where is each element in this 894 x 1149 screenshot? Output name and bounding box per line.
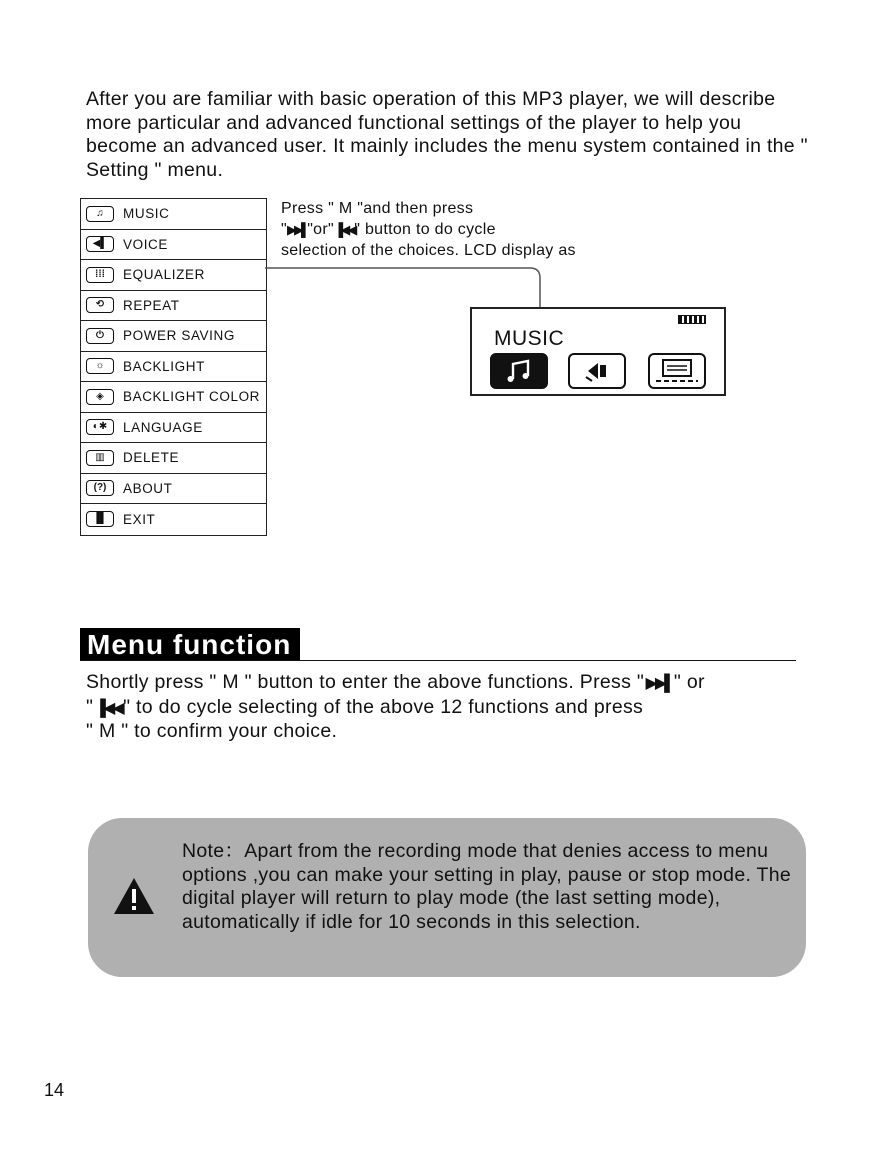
- lcd-music-icon: [490, 353, 548, 389]
- repeat-icon: ⟲: [86, 297, 114, 313]
- menu-item-label: EXIT: [123, 511, 156, 527]
- section-divider: [80, 660, 796, 661]
- menu-item-label: ABOUT: [123, 480, 173, 496]
- menu-function-paragraph: [86, 671, 816, 744]
- callout-connector: [265, 262, 550, 312]
- previous-track-icon: ▐◀◀: [334, 222, 355, 237]
- music-note-icon: ♫: [86, 206, 114, 222]
- backlight-color-icon: ◈: [86, 389, 114, 405]
- exit-icon: ▐▌: [86, 511, 114, 527]
- menu-item-language: [81, 413, 266, 444]
- next-track-icon: ▶▶▌: [286, 222, 308, 237]
- delete-icon: ▥: [86, 450, 114, 466]
- menu-item-music: [81, 199, 266, 230]
- menu-item-backlight-color: [81, 382, 266, 413]
- battery-icon: [678, 315, 706, 324]
- menu-item-label: MUSIC: [123, 206, 170, 222]
- menu-item-backlight: [81, 352, 266, 383]
- press-line-1: Press " M "and then press: [281, 200, 474, 217]
- menu-item-label: DELETE: [123, 450, 180, 466]
- press-line-3: selection of the choices. LCD display as: [281, 242, 576, 259]
- body-text-2: " or: [673, 671, 705, 693]
- menu-item-label: POWER SAVING: [123, 328, 235, 344]
- backlight-icon: ☼: [86, 358, 114, 374]
- menu-item-equalizer: [81, 260, 266, 291]
- menu-item-label: BACKLIGHT: [123, 358, 205, 374]
- language-icon: ◐✱: [86, 419, 114, 435]
- body-text-1: Shortly press " M " button to enter the above functions. Press ": [86, 671, 645, 693]
- section-heading: Menu function: [80, 628, 300, 661]
- equalizer-icon: ⁞⁞⁞: [86, 267, 114, 283]
- menu-item-repeat: [81, 291, 266, 322]
- intro-paragraph: After you are familiar with basic operation of this MP3 player, we will describe more particular and advanced functional settings of the player to help you become an advanced user. It mainly includes the menu system contained in the " Setting " menu.: [86, 88, 808, 181]
- voice-icon: ◀▌: [86, 236, 114, 252]
- about-icon: (?): [86, 480, 114, 496]
- menu-item-delete: [81, 443, 266, 474]
- lcd-display: [470, 307, 726, 396]
- menu-item-label: VOICE: [123, 236, 169, 252]
- lcd-title: MUSIC: [494, 327, 565, 350]
- or-text: "or": [307, 221, 334, 238]
- page-number: 14: [44, 1080, 65, 1100]
- lcd-voice-icon: [568, 353, 626, 389]
- power-saving-icon: ⏻: [86, 328, 114, 344]
- previous-track-icon: ▐◀◀: [93, 699, 124, 717]
- menu-item-voice: [81, 230, 266, 261]
- menu-item-label: BACKLIGHT COLOR: [123, 389, 261, 405]
- quote: ": [354, 221, 361, 238]
- menu-item-power-saving: [81, 321, 266, 352]
- menu-item-about: [81, 474, 266, 505]
- body-text-5: " M " to confirm your choice.: [86, 720, 338, 742]
- settings-menu-list: [80, 198, 267, 536]
- body-text-3: ": [86, 695, 94, 718]
- next-track-icon: ▶▶▌: [644, 675, 674, 692]
- menu-item-label: LANGUAGE: [123, 419, 203, 435]
- lcd-equalizer-icon: [648, 353, 706, 389]
- press-line-2: [281, 219, 661, 240]
- menu-item-exit: [81, 504, 266, 535]
- menu-item-label: REPEAT: [123, 297, 180, 313]
- menu-item-label: EQUALIZER: [123, 267, 205, 283]
- body-text-4: " to do cycle selecting of the above 12 functions and press: [123, 695, 644, 718]
- press-line-2-rest: button to do cycle: [360, 221, 496, 238]
- quote: ": [281, 221, 287, 238]
- warning-icon: [112, 876, 156, 916]
- note-text: Note：Apart from the recording mode that denies access to menu options ,you can make your setting in play, pause or stop mode. The digital player will return to play mode (the last setting mode), automatically if idle for 10 seconds in this selection.: [182, 840, 792, 933]
- press-instructions: [281, 198, 661, 261]
